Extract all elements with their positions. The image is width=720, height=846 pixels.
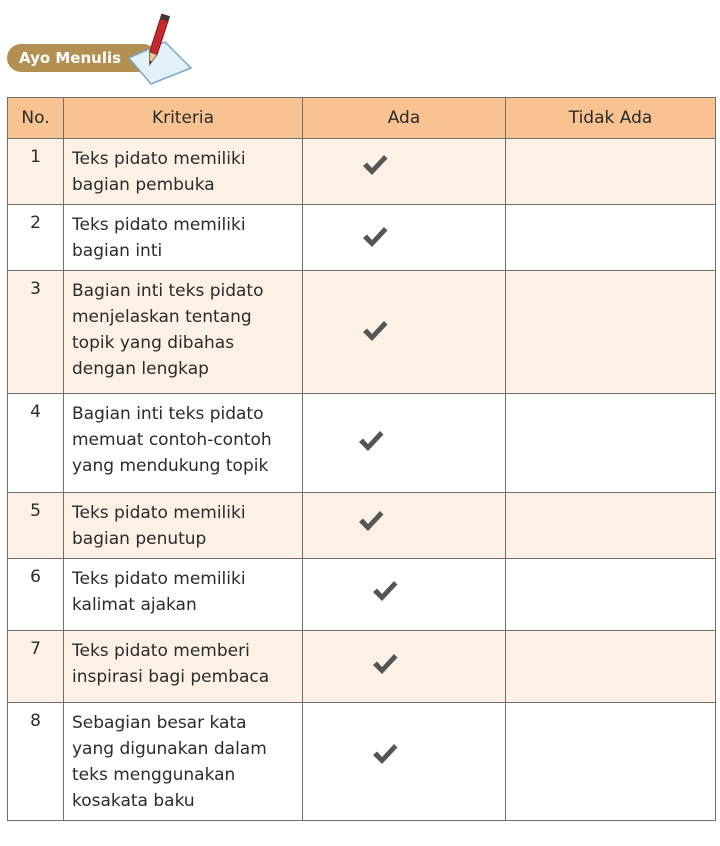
criteria-line: bagian inti	[72, 241, 163, 261]
pencil-paper-icon	[125, 12, 195, 88]
row-number: 4	[8, 394, 64, 493]
criteria-line: dengan lengkap	[72, 359, 209, 379]
tidak-ada-cell	[506, 631, 716, 703]
criteria-table	[7, 97, 716, 821]
ada-cell	[303, 394, 506, 493]
table-row	[8, 559, 716, 631]
ada-cell	[303, 703, 506, 821]
criteria-line: Sebagian besar kata	[72, 713, 247, 733]
criteria-cell	[64, 559, 303, 631]
checkmark-icon	[371, 652, 399, 676]
checkmark-icon	[371, 742, 399, 766]
table-row	[8, 139, 716, 205]
tidak-ada-cell	[506, 703, 716, 821]
criteria-line: kosakata baku	[72, 791, 195, 811]
criteria-line: menjelaskan tentang	[72, 307, 252, 327]
tidak-ada-cell	[506, 493, 716, 559]
criteria-line: Bagian inti teks pidato	[72, 281, 264, 301]
tidak-ada-cell	[506, 271, 716, 394]
checkmark-icon	[357, 429, 385, 453]
criteria-cell	[64, 631, 303, 703]
criteria-cell	[64, 493, 303, 559]
criteria-line: bagian pembuka	[72, 175, 215, 195]
row-number: 6	[8, 559, 64, 631]
header-no: No.	[8, 98, 64, 139]
section-header	[0, 0, 720, 95]
criteria-line: yang digunakan dalam	[72, 739, 267, 759]
table-row	[8, 631, 716, 703]
criteria-line: inspirasi bagi pembaca	[72, 667, 270, 687]
table-row	[8, 205, 716, 271]
criteria-line: Teks pidato memiliki	[72, 503, 246, 523]
ada-cell	[303, 139, 506, 205]
tidak-ada-cell	[506, 139, 716, 205]
criteria-line: Teks pidato memberi	[72, 641, 250, 661]
section-badge-label: Ayo Menulis	[19, 49, 122, 67]
row-number: 7	[8, 631, 64, 703]
checkmark-icon	[371, 579, 399, 603]
row-number: 3	[8, 271, 64, 394]
row-number: 8	[8, 703, 64, 821]
table-row	[8, 493, 716, 559]
criteria-cell	[64, 703, 303, 821]
row-number: 5	[8, 493, 64, 559]
header-ada: Ada	[303, 98, 506, 139]
criteria-line: Teks pidato memiliki	[72, 215, 246, 235]
criteria-line: Teks pidato memiliki	[72, 569, 246, 589]
criteria-cell	[64, 139, 303, 205]
table-row	[8, 394, 716, 493]
criteria-line: teks menggunakan	[72, 765, 236, 785]
ada-cell	[303, 559, 506, 631]
criteria-cell	[64, 271, 303, 394]
tidak-ada-cell	[506, 559, 716, 631]
tidak-ada-cell	[506, 394, 716, 493]
criteria-line: memuat contoh-contoh	[72, 430, 272, 450]
criteria-line: Teks pidato memiliki	[72, 149, 246, 169]
header-kriteria: Kriteria	[64, 98, 303, 139]
ada-cell	[303, 271, 506, 394]
table-row	[8, 271, 716, 394]
criteria-line: yang mendukung topik	[72, 456, 269, 476]
criteria-line: topik yang dibahas	[72, 333, 235, 353]
criteria-line: bagian penutup	[72, 529, 207, 549]
checkmark-icon	[361, 153, 389, 177]
tidak-ada-cell	[506, 205, 716, 271]
checkmark-icon	[357, 509, 385, 533]
criteria-cell	[64, 394, 303, 493]
checkmark-icon	[361, 319, 389, 343]
ada-cell	[303, 631, 506, 703]
row-number: 2	[8, 205, 64, 271]
ada-cell	[303, 493, 506, 559]
header-tidak-ada: Tidak Ada	[506, 98, 716, 139]
checkmark-icon	[361, 225, 389, 249]
criteria-cell	[64, 205, 303, 271]
ada-cell	[303, 205, 506, 271]
table-header-row	[8, 98, 716, 139]
criteria-line: Bagian inti teks pidato	[72, 404, 264, 424]
criteria-line: kalimat ajakan	[72, 595, 197, 615]
table-row	[8, 703, 716, 821]
row-number: 1	[8, 139, 64, 205]
